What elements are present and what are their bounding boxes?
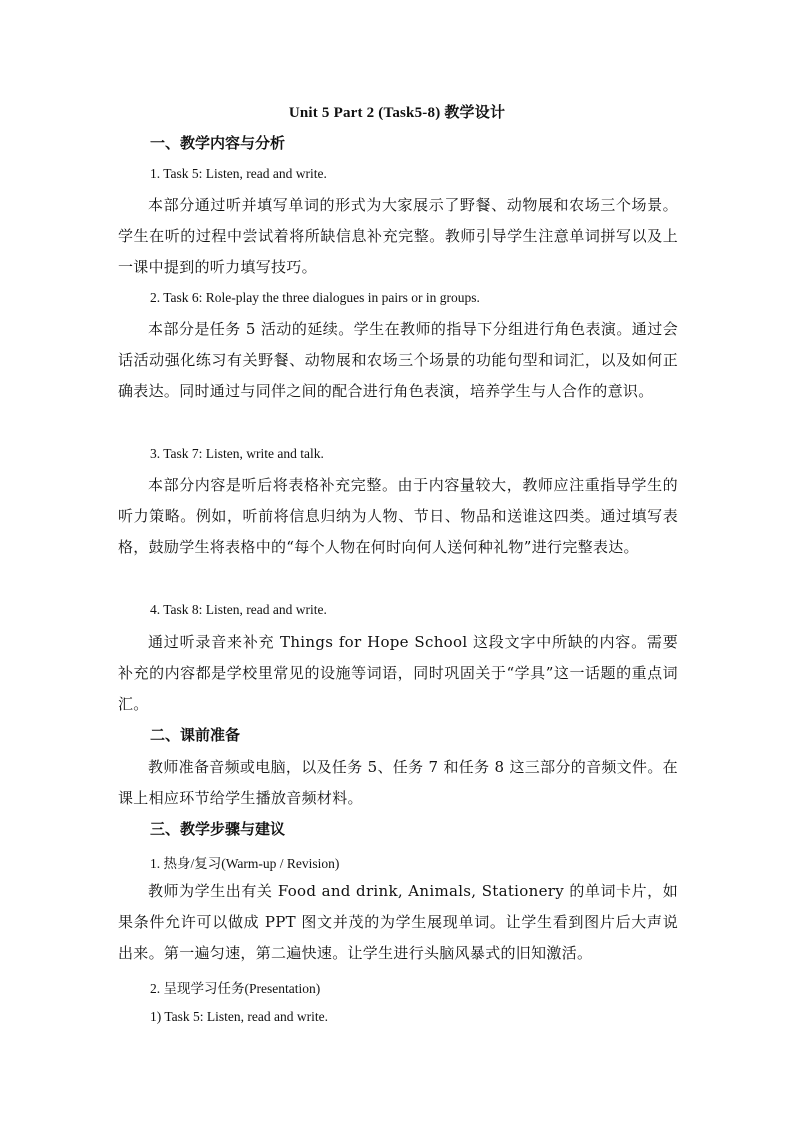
- step2-heading: 2. 呈现学习任务(Presentation): [150, 981, 321, 996]
- task7-paragraph: 本部分内容是听后将表格补充完整。由于内容量较大，教师应注重指导学生的听力策略。例如，听前将信息归纳为人物、节日、物品和送谁这四类。通过填写表格，鼓励学生将表格中的“每个人物在何时向何人送何种礼物”进行完整表达。: [118, 476, 678, 556]
- task6-paragraph: 本部分是任务 5 活动的延续。学生在教师的指导下分组进行角色表演。通过会话活动强化练习有关野餐、动物展和农场三个场景的功能句型和词汇，以及如何正确表达。同时通过与同伴之间的配合进行角色表演，培养学生与人合作的意识。: [118, 320, 678, 400]
- task7-heading: 3. Task 7: Listen, write and talk.: [150, 446, 324, 461]
- preparation-paragraph: 教师准备音频或电脑，以及任务 5、任务 7 和任务 8 这三部分的音频文件。在课上相应环节给学生播放音频材料。: [118, 758, 678, 807]
- task5-heading: 1. Task 5: Listen, read and write.: [150, 166, 327, 181]
- step1-heading: 1. 热身/复习(Warm-up / Revision): [150, 856, 340, 871]
- task8-paragraph: 通过听录音来补充 Things for Hope School 这段文字中所缺的内容。需要补充的内容都是学校里常见的设施等词语，同时巩固关于“学具”这一话题的重点词汇。: [118, 633, 678, 713]
- section-heading-teaching-steps: 三、教学步骤与建议: [150, 820, 286, 838]
- document-title: Unit 5 Part 2 (Task5-8) 教学设计: [288, 105, 506, 121]
- step1-paragraph: 教师为学生出有关 Food and drink, Animals, Stationery 的单词卡片，如果条件允许可以做成 PPT 图文并茂的为学生展现单词。让学生看到图片后大声说出来。第一遍匀速，第二遍快速。让学生进行头脑风暴式的旧知激活。: [118, 882, 678, 962]
- section-heading-preparation: 二、课前准备: [150, 726, 241, 744]
- task8-heading: 4. Task 8: Listen, read and write.: [150, 602, 327, 617]
- section-heading-content-analysis: 一、教学内容与分析: [150, 134, 286, 152]
- step2-item-task5: 1) Task 5: Listen, read and write.: [150, 1009, 329, 1024]
- task6-heading: 2. Task 6: Role-play the three dialogues in pairs or in groups.: [150, 290, 480, 305]
- task5-paragraph: 本部分通过听并填写单词的形式为大家展示了野餐、动物展和农场三个场景。学生在听的过程中尝试着将所缺信息补充完整。教师引导学生注意单词拼写以及上一课中提到的听力填写技巧。: [118, 196, 678, 276]
